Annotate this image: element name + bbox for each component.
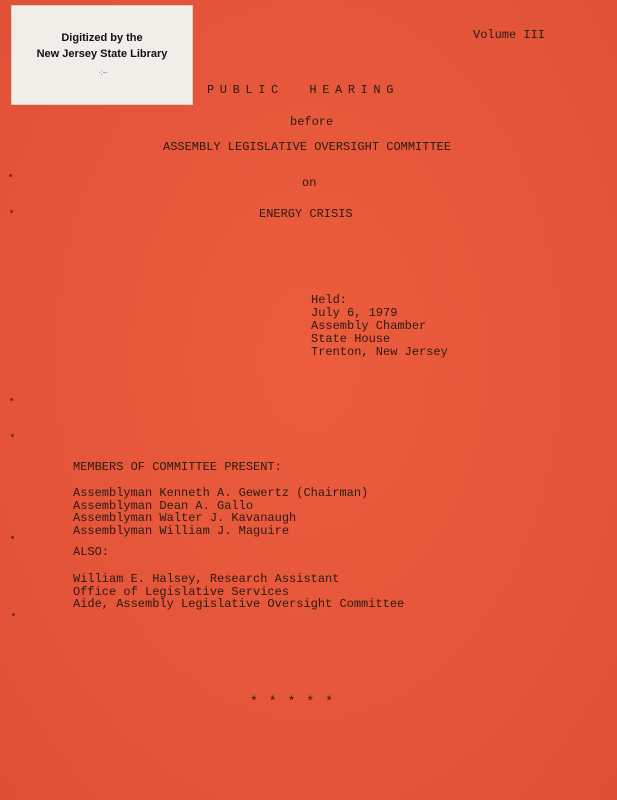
document-title: PUBLIC HEARING xyxy=(207,83,400,97)
member-item: Assemblyman William J. Maguire xyxy=(73,523,290,538)
label-line-2: New Jersey State Library xyxy=(36,48,168,60)
also-item: William E. Halsey, Research Assistant xyxy=(73,572,340,586)
also-heading: ALSO: xyxy=(73,545,110,559)
label-line-1: Digitized by the xyxy=(61,32,143,44)
closing-stars: ***** xyxy=(250,694,345,709)
paper-speck xyxy=(10,398,13,401)
member-item: Assemblyman Walter J. Kavanaugh xyxy=(73,511,297,525)
members-heading: MEMBERS OF COMMITTEE PRESENT: xyxy=(73,460,282,474)
also-item: Office of Legislative Services xyxy=(73,584,290,599)
committee-name: ASSEMBLY LEGISLATIVE OVERSIGHT COMMITTEE xyxy=(163,140,452,154)
held-building: State House xyxy=(311,332,391,346)
also-item: Aide, Assembly Legislative Oversight Committee xyxy=(73,597,405,611)
paper-speck xyxy=(11,434,14,437)
held-block xyxy=(311,294,448,359)
label-mark: ·:– xyxy=(98,68,108,77)
paper-speck xyxy=(9,174,12,177)
held-place: Assembly Chamber xyxy=(311,319,427,333)
held-date: July 6, 1979 xyxy=(311,306,398,320)
member-item: Assemblyman Dean A. Gallo xyxy=(73,498,254,513)
member-item: Assemblyman Kenneth A. Gewertz (Chairman) xyxy=(73,486,369,500)
digitization-label xyxy=(12,6,192,104)
paper-speck xyxy=(12,613,15,616)
held-heading: Held: xyxy=(311,293,348,307)
paper-speck xyxy=(10,210,13,213)
before-text: before xyxy=(290,115,334,129)
paper-speck xyxy=(11,536,14,539)
on-text: on xyxy=(302,176,317,190)
hearing-subject: ENERGY CRISIS xyxy=(259,207,353,221)
held-city: Trenton, New Jersey xyxy=(311,345,448,359)
volume-number: Volume III xyxy=(473,28,546,42)
